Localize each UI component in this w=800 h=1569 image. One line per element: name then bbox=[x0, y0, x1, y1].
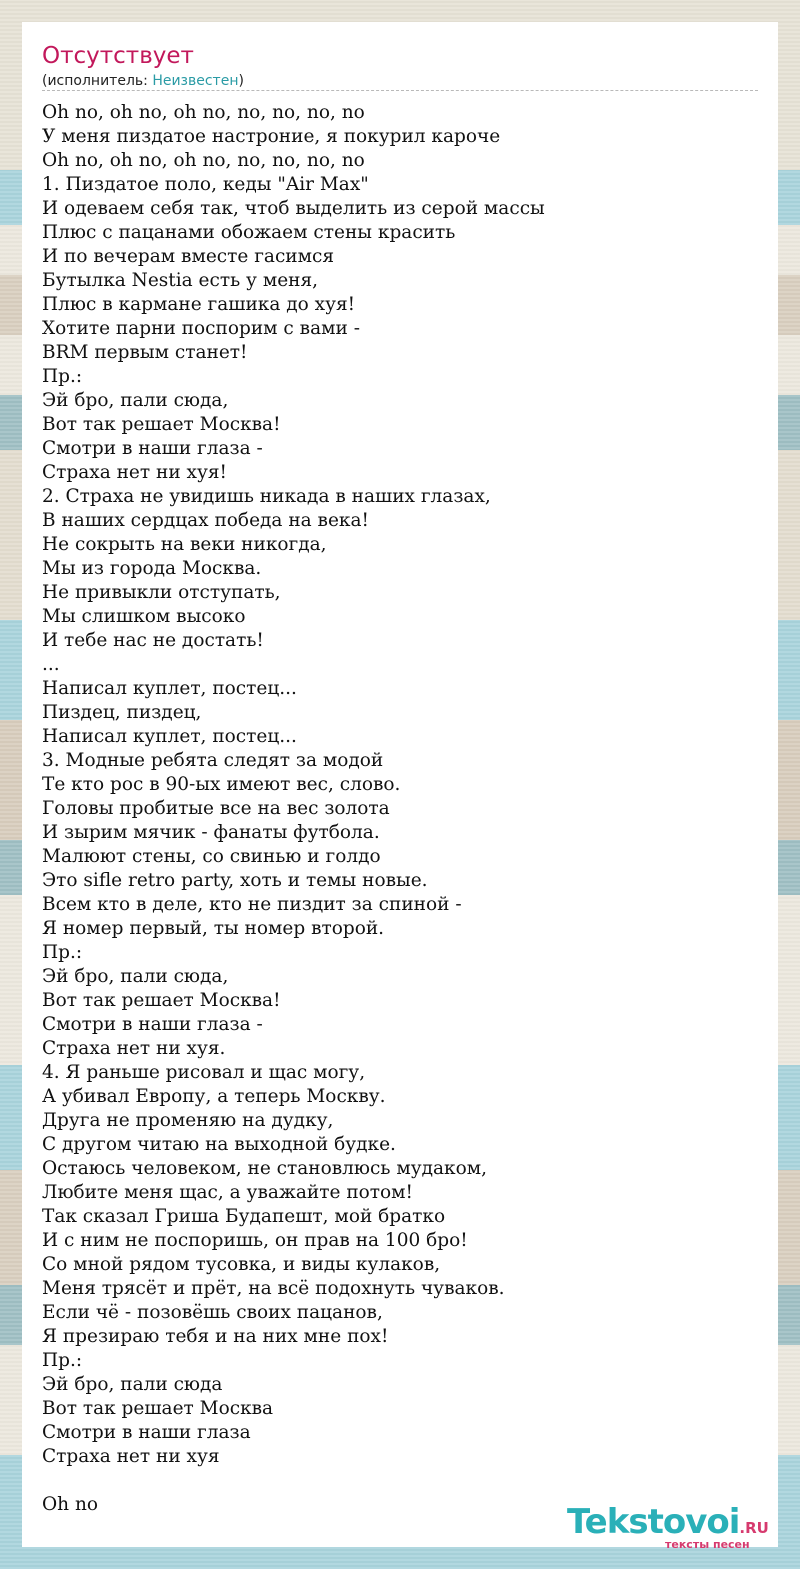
lyric-line: Любите меня щас, а уважайте потом! bbox=[42, 1182, 413, 1203]
site-logo[interactable] bbox=[567, 1502, 769, 1551]
lyric-line: И зырим мячик - фанаты футбола. bbox=[42, 822, 380, 843]
lyric-line: BRM первым станет! bbox=[42, 342, 248, 363]
lyric-line: Мы слишком высоко bbox=[42, 606, 246, 627]
lyric-line: Хотите парни поспорим с вами - bbox=[42, 318, 360, 339]
lyric-line: Вот так решает Москва bbox=[42, 1398, 274, 1419]
lyric-line: Смотри в наши глаза - bbox=[42, 438, 263, 459]
lyric-line: Это sifle retro party, хоть и темы новые. bbox=[42, 870, 428, 891]
lyric-line: И с ним не поспоришь, он прав на 100 бро! bbox=[42, 1230, 468, 1251]
lyric-line: И по вечерам вместе гасимся bbox=[42, 246, 335, 267]
lyrics-text bbox=[42, 101, 758, 1517]
lyric-line: Если чё - позовёшь своих пацанов, bbox=[42, 1302, 383, 1323]
lyric-line: Плюс в кармане гашика до хуя! bbox=[42, 294, 356, 315]
lyric-line: Oh no, oh no, oh no, no, no, no, no bbox=[42, 150, 365, 171]
lyrics-card bbox=[22, 22, 778, 1551]
lyric-line: Написал куплет, постец... bbox=[42, 726, 297, 747]
lyric-line: И тебе нас не достать! bbox=[42, 630, 264, 651]
lyric-line: Вот так решает Москва! bbox=[42, 414, 281, 435]
lyric-line: Страха нет ни хуя! bbox=[42, 462, 227, 483]
performer-prefix: (исполнитель: bbox=[42, 73, 153, 89]
lyric-line: Oh no bbox=[42, 1494, 99, 1515]
lyric-line: В наших сердцах победа на века! bbox=[42, 510, 369, 531]
lyric-line: Не сокрыть на веки никогда, bbox=[42, 534, 327, 555]
lyric-line: Я презираю тебя и на них мне пох! bbox=[42, 1326, 389, 1347]
song-title: Отсутствует bbox=[42, 43, 194, 69]
lyric-line: Со мной рядом тусовка, и виды кулаков, bbox=[42, 1254, 441, 1275]
lyric-line: Эй бро, пали сюда bbox=[42, 1374, 223, 1395]
lyric-line: 3. Модные ребята следят за модой bbox=[42, 750, 384, 771]
lyric-line: Остаюсь человеком, не становлюсь мудаком, bbox=[42, 1158, 488, 1179]
lyric-line: Смотри в наши глаза bbox=[42, 1422, 251, 1443]
lyric-line: Пр.: bbox=[42, 1350, 83, 1371]
lyric-line: Не привыкли отступать, bbox=[42, 582, 281, 603]
lyric-line: 2. Страха не увидишь никада в наших глазах, bbox=[42, 486, 491, 507]
lyric-line: Смотри в наши глаза - bbox=[42, 1014, 263, 1035]
performer-suffix: ) bbox=[238, 73, 244, 89]
lyric-line: Меня трясёт и прёт, на всё подохнуть чуваков. bbox=[42, 1278, 505, 1299]
lyric-line: 4. Я раньше рисовал и щас могу, bbox=[42, 1062, 366, 1083]
divider bbox=[42, 90, 758, 91]
lyric-line: 1. Пиздатое поло, кеды "Air Max" bbox=[42, 174, 369, 195]
lyric-line: Плюс с пацанами обожаем стены красить bbox=[42, 222, 456, 243]
lyric-line: Пр.: bbox=[42, 942, 83, 963]
lyric-line: Страха нет ни хуя bbox=[42, 1446, 220, 1467]
logo-word: Tekstovoi bbox=[567, 1502, 740, 1542]
lyric-line: Написал куплет, постец... bbox=[42, 678, 297, 699]
lyric-line: Вот так решает Москва! bbox=[42, 990, 281, 1011]
lyric-line: Всем кто в деле, кто не пиздит за спиной - bbox=[42, 894, 462, 915]
lyric-line: Oh no, oh no, oh no, no, no, no, no bbox=[42, 102, 365, 123]
performer-line bbox=[42, 72, 244, 90]
lyric-line: Так сказал Гриша Будапешт, мой братко bbox=[42, 1206, 446, 1227]
performer-link[interactable]: Неизвестен bbox=[152, 73, 239, 89]
lyric-line: С другом читаю на выходной будке. bbox=[42, 1134, 396, 1155]
lyric-line: Мы из города Москва. bbox=[42, 558, 262, 579]
lyric-line: У меня пиздатое настроние, я покурил кароче bbox=[42, 126, 501, 147]
logo-tld: .RU bbox=[739, 1519, 769, 1537]
lyric-line: Эй бро, пали сюда, bbox=[42, 966, 229, 987]
lyric-line: Те кто рос в 90-ых имеют вес, слово. bbox=[42, 774, 401, 795]
lyric-line: А убивал Европу, а теперь Москву. bbox=[42, 1086, 386, 1107]
lyric-line: ... bbox=[42, 654, 60, 675]
lyric-line: И одеваем себя так, чтоб выделить из серой массы bbox=[42, 198, 545, 219]
lyric-line: Малюют стены, со свинью и голдо bbox=[42, 846, 381, 867]
lyric-line: Головы пробитые все на вес золота bbox=[42, 798, 390, 819]
lyric-line: Пиздец, пиздец, bbox=[42, 702, 202, 723]
lyric-line bbox=[42, 1469, 758, 1493]
lyric-line: Эй бро, пали сюда, bbox=[42, 390, 229, 411]
lyric-line: Друга не променяю на дудку, bbox=[42, 1110, 334, 1131]
lyric-line: Страха нет ни хуя. bbox=[42, 1038, 226, 1059]
lyric-line: Бутылка Nestia есть у меня, bbox=[42, 270, 319, 291]
lyric-line: Я номер первый, ты номер второй. bbox=[42, 918, 385, 939]
lyric-line: Пр.: bbox=[42, 366, 83, 387]
logo-tagline: тексты песен bbox=[665, 1538, 750, 1551]
